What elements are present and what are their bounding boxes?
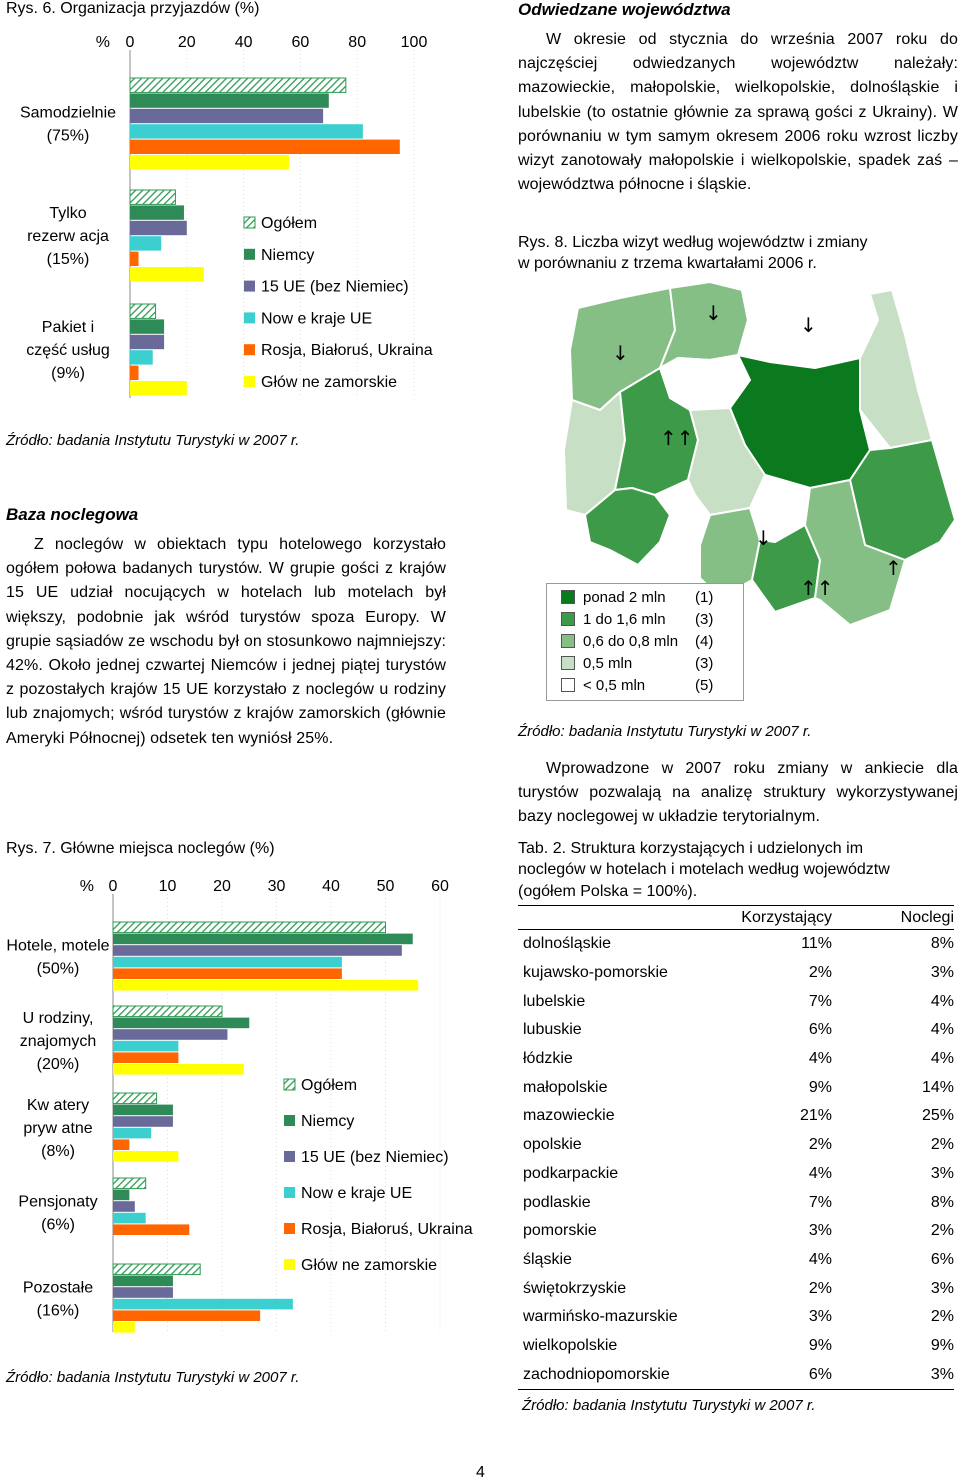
bar-g-w-ne-zamorskie (130, 267, 204, 281)
legend-label: Ogółem (301, 1077, 358, 1094)
table-cell-korzystajacy: 9% (808, 1078, 832, 1096)
legend-label: ponad 2 mln (583, 588, 666, 606)
x-tick-label: 100 (400, 34, 428, 51)
section-text-accommodation: Z noclegów w obiektach typu hotelowego korzystało ogółem połowa badanych turystów. W grupie gości z krajów 15 UE udział nocujących w hotelach lub motelach był większy, podobnie jak wśród turystów spoza Europy. W grupie sąsiadów ze wschodu był on stosunkowo najmniejszy: 42%. Około jednej czwartej Niemców i jednej piątej turystów z pozostałych krajów 15 UE korzystało z noclegów u rodziny lub znajomych; wśród turystów z krajów zamorskich (głównie Ameryki Północnej) odsetek ten wyniósł 25%. (6, 536, 446, 747)
table-cell-region: podkarpackie (523, 1164, 619, 1182)
table-cell-korzystajacy: 2% (808, 964, 832, 982)
fig6-chart (0, 28, 460, 408)
legend-swatch (284, 1223, 295, 1234)
table-cell-noclegi: 2% (930, 1308, 954, 1326)
category-label: Hotele, motele (50%) (6, 937, 110, 978)
legend-swatch (244, 217, 255, 228)
bar-now-e-kraje-ue (113, 1041, 178, 1052)
legend-swatch (244, 376, 255, 387)
legend-swatch (244, 249, 255, 260)
table-row (518, 1102, 954, 1131)
table-cell-noclegi: 8% (930, 1193, 954, 1211)
x-tick-label: 10 (158, 878, 177, 895)
table-row (518, 1160, 954, 1189)
bar-niemcy (113, 1276, 173, 1287)
table-row (518, 1045, 954, 1074)
section-heading-visited: Odwiedzane województwa (518, 0, 731, 19)
poland-map (560, 280, 960, 630)
table-cell-region: kujawsko-pomorskie (523, 964, 668, 982)
bar-now-e-kraje-ue (113, 957, 342, 968)
legend-label: 0,6 do 0,8 mln (583, 632, 679, 650)
arrow-down-icon: ↓ (755, 526, 772, 550)
table-cell-korzystajacy: 7% (808, 1193, 832, 1211)
bar-niemcy (130, 93, 329, 107)
bar-g-w-ne-zamorskie (113, 1151, 178, 1162)
bar-og-em (113, 1093, 157, 1104)
tab2-header-empty (518, 907, 708, 930)
bar-rosja-bia-oru-ukraina (130, 366, 139, 380)
legend-label: Głów ne zamorskie (261, 374, 398, 391)
fig8-title-1: Rys. 8. Liczba wizyt według województw i zmiany (518, 234, 868, 251)
bar-g-w-ne-zamorskie (113, 1322, 135, 1333)
arrow-down-icon: ↓ (705, 301, 722, 325)
table-cell-korzystajacy: 21% (799, 1107, 832, 1125)
table-row (518, 959, 954, 988)
bar-niemcy (130, 319, 164, 333)
fig6-svg (0, 28, 460, 408)
table-row (518, 987, 954, 1016)
axis-prefix: % (79, 878, 94, 895)
table-cell-noclegi: 4% (930, 1021, 954, 1039)
table-cell-region: lubuskie (523, 1021, 582, 1039)
arrow-double-up-icon: ↑↑ (660, 426, 694, 450)
tab2-title-1: Tab. 2. Struktura korzystających i udzielonych im (518, 840, 864, 857)
legend-label: Now e kraje UE (261, 310, 373, 328)
table-cell-region: warmińsko-mazurskie (523, 1308, 678, 1326)
tab2-title-2: noclegów w hotelach i motelach według województw (518, 861, 890, 878)
tab2-table (518, 907, 954, 1390)
region-lubelskie (850, 440, 955, 560)
table-row (518, 930, 954, 959)
table-cell-korzystajacy: 11% (801, 935, 832, 953)
table-cell-region: pomorskie (523, 1222, 597, 1240)
map-legend-item (561, 608, 737, 630)
poland-map-svg (560, 280, 960, 630)
table-cell-noclegi: 9% (930, 1336, 954, 1354)
x-tick-label: 0 (108, 878, 118, 895)
tab2-title-3: (ogółem Polska = 100%). (518, 883, 698, 900)
bar-15-ue-bez-niemiec- (113, 1287, 173, 1298)
arrow-down-icon: ↓ (612, 341, 629, 365)
bar-niemcy (113, 1190, 129, 1201)
fig7-chart (0, 872, 480, 1342)
category-label: Kw atery pryw atne (8%) (23, 1096, 93, 1160)
bar-rosja-bia-oru-ukraina (113, 1310, 260, 1321)
map-legend (546, 583, 744, 701)
bar-now-e-kraje-ue (130, 350, 153, 364)
table-cell-noclegi: 14% (921, 1078, 954, 1096)
fig8-source: Źródło: badania Instytutu Turystyki w 2007 r. (518, 723, 812, 740)
bar-g-w-ne-zamorskie (113, 980, 418, 991)
x-tick-label: 80 (348, 34, 367, 51)
table-row (518, 1188, 954, 1217)
legend-label: 0,5 mln (583, 654, 633, 672)
legend-swatch (561, 590, 575, 604)
bar-rosja-bia-oru-ukraina (130, 252, 139, 266)
table-cell-korzystajacy: 3% (808, 1308, 832, 1326)
bar-now-e-kraje-ue (113, 1128, 151, 1139)
bar-now-e-kraje-ue (130, 124, 363, 138)
tab2-rule (518, 905, 954, 906)
bar-rosja-bia-oru-ukraina (130, 140, 400, 154)
legend-label: Rosja, Białoruś, Ukraina (261, 342, 433, 360)
x-tick-label: 60 (431, 878, 449, 895)
bar-og-em (130, 78, 346, 92)
legend-label: Ogółem (261, 215, 318, 232)
table-row (518, 1246, 954, 1275)
table-cell-region: lubelskie (523, 992, 586, 1010)
bar-og-em (130, 304, 156, 318)
table-cell-region: małopolskie (523, 1078, 608, 1096)
legend-swatch (244, 344, 255, 355)
bar-niemcy (113, 1105, 173, 1116)
para-new-survey: Wprowadzone w 2007 roku zmiany w ankiecie dla turystów pozwalają na analizę struktury wykorzystywanej bazy noclegowej w układzie terytorialnym. (518, 760, 958, 826)
category-label: Samodzielnie (75%) (19, 104, 117, 145)
fig7-title: Rys. 7. Główne miejsca noclegów (%) (6, 840, 275, 857)
legend-count: (3) (695, 610, 714, 628)
table-row (518, 1332, 954, 1361)
legend-swatch (284, 1079, 295, 1090)
table-cell-region: mazowieckie (523, 1107, 615, 1125)
tab2-wrap (518, 907, 954, 1390)
bar-niemcy (130, 205, 184, 219)
legend-swatch (561, 612, 575, 626)
legend-swatch (561, 656, 575, 670)
bar-og-em (130, 190, 175, 204)
map-legend-item (561, 630, 737, 652)
x-tick-label: 50 (376, 878, 395, 895)
bar-rosja-bia-oru-ukraina (113, 1224, 189, 1235)
fig8-title-2: w porównaniu z trzema kwartałami 2006 r. (518, 255, 817, 272)
bar-g-w-ne-zamorskie (130, 155, 289, 169)
table-cell-noclegi: 25% (921, 1107, 954, 1125)
axis-prefix: % (95, 34, 110, 51)
section-text-visited: W okresie od stycznia do września 2007 roku do najczęściej odwiedzanych województw należały: mazowieckie, małopolskie, wielkopolskie, dolnośląskie i lubelskie (to ostatnie głównie za sprawą gości z Ukrainy). W porównaniu w tym samym okresem 2006 roku wzrost liczby wizyt zanotowały małopolskie i wielkopolskie, spadek zaś – województwa północne i śląskie. (518, 31, 958, 194)
x-tick-label: 0 (125, 34, 135, 51)
table-row (518, 1131, 954, 1160)
table-cell-korzystajacy: 4% (808, 1164, 832, 1182)
page-number: 4 (476, 1464, 485, 1481)
bar-15-ue-bez-niemiec- (130, 221, 187, 235)
table-cell-korzystajacy: 6% (708, 1360, 832, 1389)
category-label: Tylko rezerw acja (15%) (27, 205, 109, 269)
arrow-up-icon: ↑ (885, 556, 902, 580)
bar-now-e-kraje-ue (113, 1299, 293, 1310)
bar-g-w-ne-zamorskie (113, 1064, 244, 1075)
table-cell-region: świętokrzyskie (523, 1279, 627, 1297)
bar-niemcy (113, 1018, 249, 1029)
tab2-header-korzystajacy: Korzystający (708, 907, 832, 930)
legend-label: 15 UE (bez Niemiec) (301, 1149, 449, 1166)
table-cell-noclegi: 4% (930, 992, 954, 1010)
bar-rosja-bia-oru-ukraina (113, 968, 342, 979)
fig7-source: Źródło: badania Instytutu Turystyki w 2007 r. (6, 1369, 300, 1386)
table-cell-region: opolskie (523, 1136, 582, 1154)
table-cell-korzystajacy: 4% (808, 1250, 832, 1268)
x-tick-label: 30 (267, 878, 286, 895)
category-label: U rodziny, znajomych (20%) (19, 1009, 97, 1073)
table-cell-noclegi: 3% (930, 1279, 954, 1297)
category-label: Pozostałe (16%) (22, 1279, 94, 1320)
legend-count: (5) (695, 676, 714, 694)
table-cell-noclegi: 6% (930, 1250, 954, 1268)
bar-15-ue-bez-niemiec- (130, 335, 164, 349)
x-tick-label: 40 (234, 34, 253, 51)
bar-rosja-bia-oru-ukraina (113, 1139, 129, 1150)
table-row (518, 1217, 954, 1246)
table-cell-korzystajacy: 6% (808, 1021, 832, 1039)
bar-og-em (113, 1006, 222, 1017)
legend-label: 1 do 1,6 mln (583, 610, 666, 628)
bar-15-ue-bez-niemiec- (113, 945, 402, 956)
x-tick-label: 40 (322, 878, 340, 895)
table-row (518, 1360, 954, 1389)
bar-15-ue-bez-niemiec- (113, 1116, 173, 1127)
x-tick-label: 20 (213, 878, 231, 895)
map-legend-item (561, 652, 737, 674)
legend-label: 15 UE (bez Niemiec) (261, 278, 409, 296)
legend-count: (3) (695, 654, 714, 672)
table-row (518, 1303, 954, 1332)
table-cell-noclegi: 2% (930, 1136, 954, 1154)
map-legend-item (561, 674, 737, 696)
table-cell-region: śląskie (523, 1250, 572, 1268)
bar-now-e-kraje-ue (113, 1213, 146, 1224)
table-cell-korzystajacy: 2% (808, 1136, 832, 1154)
section-heading-accommodation: Baza noclegowa (6, 505, 139, 524)
table-cell-noclegi: 3% (832, 1360, 954, 1389)
legend-label: Niemcy (261, 246, 315, 264)
legend-count: (4) (695, 632, 714, 650)
table-cell-region: zachodniopomorskie (518, 1360, 708, 1389)
table-row (518, 1274, 954, 1303)
legend-swatch (284, 1187, 295, 1198)
table-cell-korzystajacy: 2% (808, 1279, 832, 1297)
tab2-header-row (518, 907, 954, 930)
legend-label: Now e kraje UE (301, 1185, 413, 1202)
legend-label: Głów ne zamorskie (301, 1257, 438, 1274)
legend-swatch (561, 634, 575, 648)
legend-count: (1) (695, 588, 714, 606)
category-label: Pensjonaty (6%) (18, 1193, 98, 1234)
legend-label: Niemcy (301, 1113, 355, 1130)
table-cell-noclegi: 3% (930, 1164, 954, 1182)
table-row (518, 1073, 954, 1102)
legend-swatch (244, 312, 255, 323)
bar-niemcy (113, 934, 413, 945)
legend-swatch (284, 1115, 295, 1126)
bar-15-ue-bez-niemiec- (113, 1029, 227, 1040)
legend-swatch (244, 281, 255, 292)
table-cell-noclegi: 2% (930, 1222, 954, 1240)
category-label: Pakiet i część usług (9%) (26, 319, 110, 383)
x-tick-label: 60 (291, 34, 310, 51)
bar-og-em (113, 922, 386, 933)
table-cell-region: dolnośląskie (523, 935, 612, 953)
table-cell-noclegi: 4% (930, 1050, 954, 1068)
table-cell-korzystajacy: 9% (808, 1336, 832, 1354)
legend-swatch (561, 678, 575, 692)
table-cell-region: łódzkie (523, 1050, 573, 1068)
bar-g-w-ne-zamorskie (130, 381, 187, 395)
bar-15-ue-bez-niemiec- (130, 109, 323, 123)
fig7-svg (0, 872, 480, 1342)
legend-label: Rosja, Białoruś, Ukraina (301, 1221, 473, 1238)
fig6-title: Rys. 6. Organizacja przyjazdów (%) (6, 0, 260, 17)
arrow-double-up-icon: ↑↑ (800, 576, 834, 600)
legend-swatch (284, 1151, 295, 1162)
table-cell-korzystajacy: 4% (808, 1050, 832, 1068)
table-row (518, 1016, 954, 1045)
bar-og-em (113, 1264, 200, 1275)
legend-swatch (284, 1259, 295, 1270)
x-tick-label: 20 (177, 34, 196, 51)
legend-label: < 0,5 mln (583, 676, 646, 694)
bar-rosja-bia-oru-ukraina (113, 1052, 178, 1063)
tab2-source: Źródło: badania Instytutu Turystyki w 2007 r. (522, 1397, 816, 1414)
bar-15-ue-bez-niemiec- (113, 1201, 135, 1212)
table-cell-region: podlaskie (523, 1193, 591, 1211)
arrow-down-icon: ↓ (800, 313, 817, 337)
table-cell-korzystajacy: 7% (808, 992, 832, 1010)
table-cell-noclegi: 8% (930, 935, 954, 953)
table-cell-region: wielkopolskie (523, 1336, 618, 1354)
bar-og-em (113, 1178, 146, 1189)
tab2-header-noclegi: Noclegi (832, 907, 954, 930)
bar-now-e-kraje-ue (130, 236, 161, 250)
map-legend-item (561, 586, 737, 608)
fig6-source: Źródło: badania Instytutu Turystyki w 2007 r. (6, 432, 300, 449)
table-cell-korzystajacy: 3% (808, 1222, 832, 1240)
table-cell-noclegi: 3% (930, 964, 954, 982)
